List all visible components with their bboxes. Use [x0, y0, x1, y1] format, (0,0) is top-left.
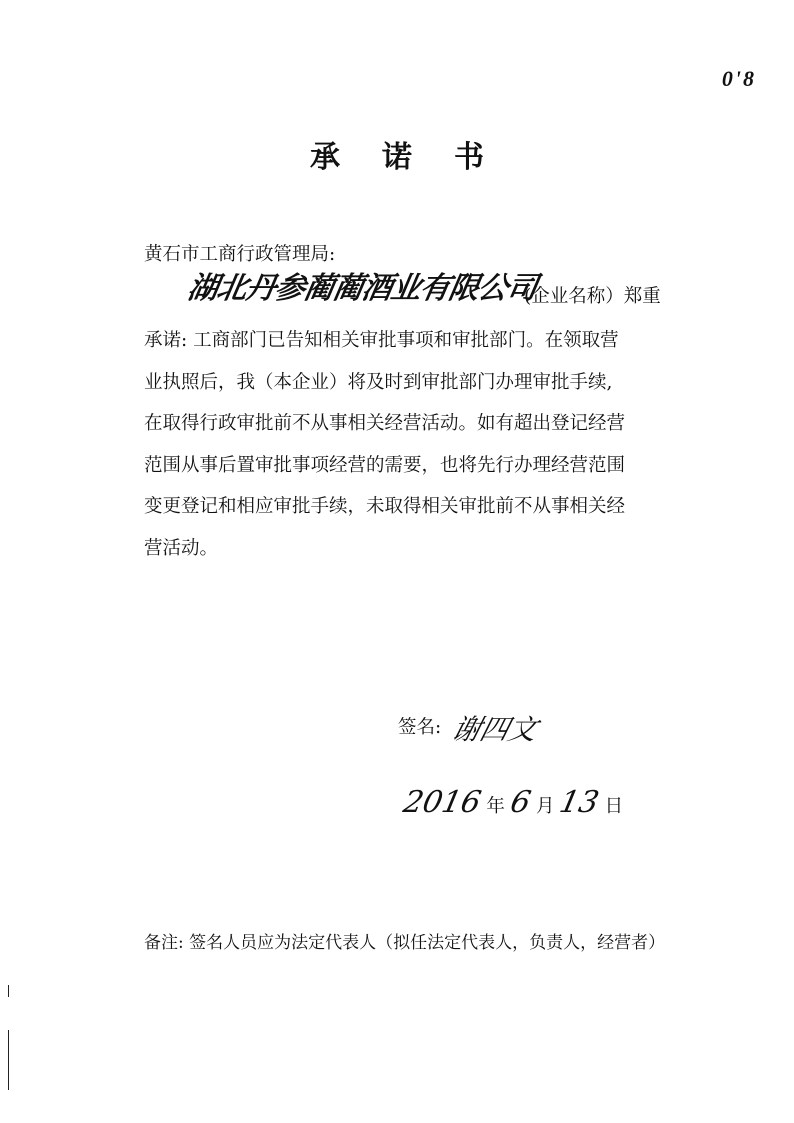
scan-edge-mark [8, 1030, 9, 1090]
commitment-paragraph [144, 320, 684, 569]
commitment-line: 营活动。 [144, 537, 219, 559]
commitment-line: 变更登记和相应审批手续，未取得相关审批前不从事相关经 [144, 496, 626, 517]
addressee: 黄石市工商行政管理局: [144, 244, 336, 265]
company-line [144, 271, 684, 318]
signing-date [398, 785, 623, 820]
date-year: 2016 [400, 785, 485, 820]
document-title: 承诺书 [310, 140, 526, 175]
signature-label: 签名: [398, 717, 442, 738]
company-name-handwritten: 湖北丹参蔺蔺酒业有限公司 [185, 271, 540, 306]
commitment-line: 范围从事后置审批事项经营的需要，也将先行办理经营范围 [144, 454, 626, 476]
page-number: 0'8 [721, 66, 756, 91]
commitment-line: 业执照后，我（本企业）将及时到审批部门办理审批手续, [144, 371, 613, 393]
date-day-label: 日 [604, 796, 624, 817]
company-name-suffix: (企业名称）郑重 [524, 286, 661, 307]
date-year-label: 年 [486, 796, 505, 817]
date-day: 13 [556, 785, 603, 820]
signature-handwritten: 谢四文 [448, 713, 541, 746]
signature-block [398, 708, 541, 748]
footnote: 备注: 签名人员应为法定代表人（拟任法定代表人，负责人，经营者） [144, 933, 666, 953]
scan-edge-mark [8, 985, 9, 997]
date-month-label: 月 [535, 796, 555, 817]
commitment-line: 承诺: 工商部门已告知相关审批事项和审批部门。在领取营 [144, 330, 619, 351]
commitment-line: 在取得行政审批前不从事相关经营活动。如有超出登记经营 [144, 413, 626, 434]
date-month: 6 [507, 785, 534, 820]
